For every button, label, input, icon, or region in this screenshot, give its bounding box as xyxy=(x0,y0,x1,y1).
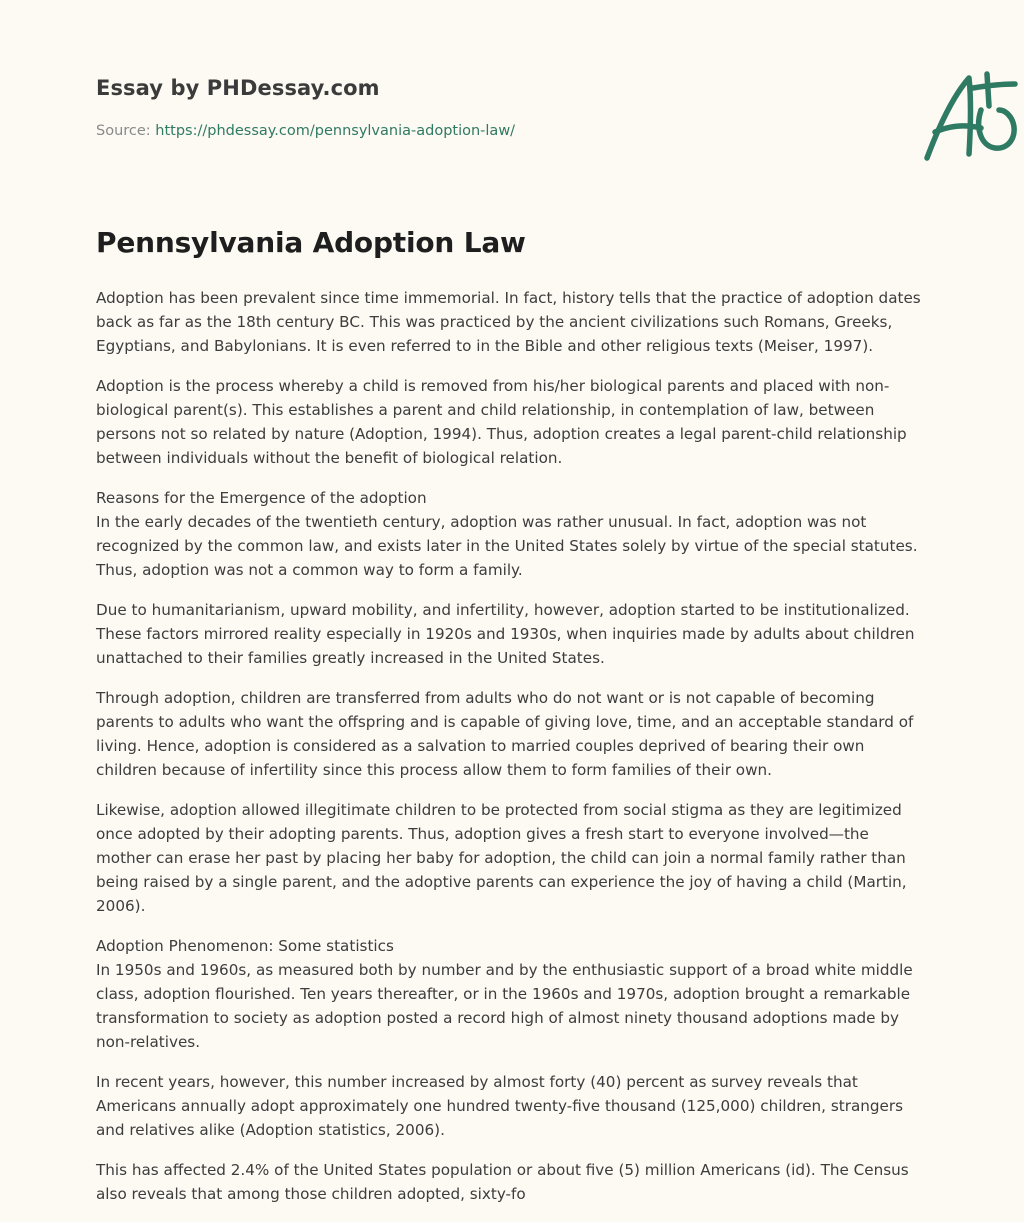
paragraph: Likewise, adoption allowed illegitimate children to be protected from social stigma as they are legitimized once adopted by their adopting parents. Thus, adoption gives a fresh start to everyone involved—the mother can erase her past by placing her baby for adoption, the child can join a normal family rather than being raised by a single parent, and the adoptive parents can experience the joy of having a child (Martin, 2006). xyxy=(96,801,907,915)
paragraph: Through adoption, children are transferred from adults who do not want or is not capable of becoming parents to adults who want the offspring and is capable of giving love, time, and an acceptable standard of living. Hence, adoption is considered as a salvation to married couples deprived of bearing their own children because of infertility since this process allow them to form families of their own. xyxy=(96,689,914,779)
essay-body xyxy=(96,286,926,1222)
paragraph: In recent years, however, this number increased by almost forty (40) percent as survey reveals that Americans annually adopt approximately one hundred twenty-five thousand (125,000) children, strangers and relatives alike (Adoption statistics, 2006). xyxy=(96,1073,904,1139)
essay-title: Pennsylvania Adoption Law xyxy=(96,226,526,259)
paragraph: This has affected 2.4% of the United States population or about five (5) million Americans (id). The Census also reveals that among those children adopted, sixty-fo xyxy=(96,1161,909,1203)
paragraph-with-heading xyxy=(96,486,926,582)
section-heading: Reasons for the Emergence of the adoption xyxy=(96,489,427,507)
source-line xyxy=(96,123,515,139)
a-plus-logo-icon xyxy=(919,66,1024,166)
paragraph: Adoption is the process whereby a child is removed from his/her biological parents and placed with non-biological parent(s). This establishes a parent and child relationship, in contemplation of law, between persons not so related by nature (Adoption, 1994). Thus, adoption creates a legal parent-child relationship between individuals without the benefit of biological relation. xyxy=(96,377,907,467)
source-link[interactable]: https://phdessay.com/pennsylvania-adoption-law/ xyxy=(155,123,516,139)
paragraph: Adoption has been prevalent since time immemorial. In fact, history tells that the practice of adoption dates back as far as the 18th century BC. This was practiced by the ancient civilizations such Romans, Greeks, Egyptians, and Babylonians. It is even referred to in the Bible and other religious texts (Meiser, 1997). xyxy=(96,289,921,355)
paragraph-text: In the early decades of the twentieth century, adoption was rather unusual. In fact, adoption was not recognized by the common law, and exists later in the United States solely by virtue of the special statutes. Thus, adoption was not a common way to form a family. xyxy=(96,513,918,579)
source-label: Source: xyxy=(96,123,156,139)
site-brand: Essay by PHDessay.com xyxy=(96,76,380,100)
paragraph: Due to humanitarianism, upward mobility, and infertility, however, adoption started to be institutionalized. These factors mirrored reality especially in 1920s and 1930s, when inquiries made by adults about children unattached to their families greatly increased in the United States. xyxy=(96,601,915,667)
paragraph-text: In 1950s and 1960s, as measured both by number and by the enthusiastic support of a broad white middle class, adoption flourished. Ten years thereafter, or in the 1960s and 1970s, adoption brought a remarkable transformation to society as adoption posted a record high of almost ninety thousand adoptions made by non-relatives. xyxy=(96,961,913,1051)
section-heading: Adoption Phenomenon: Some statistics xyxy=(96,937,394,955)
paragraph-with-heading xyxy=(96,934,926,1054)
